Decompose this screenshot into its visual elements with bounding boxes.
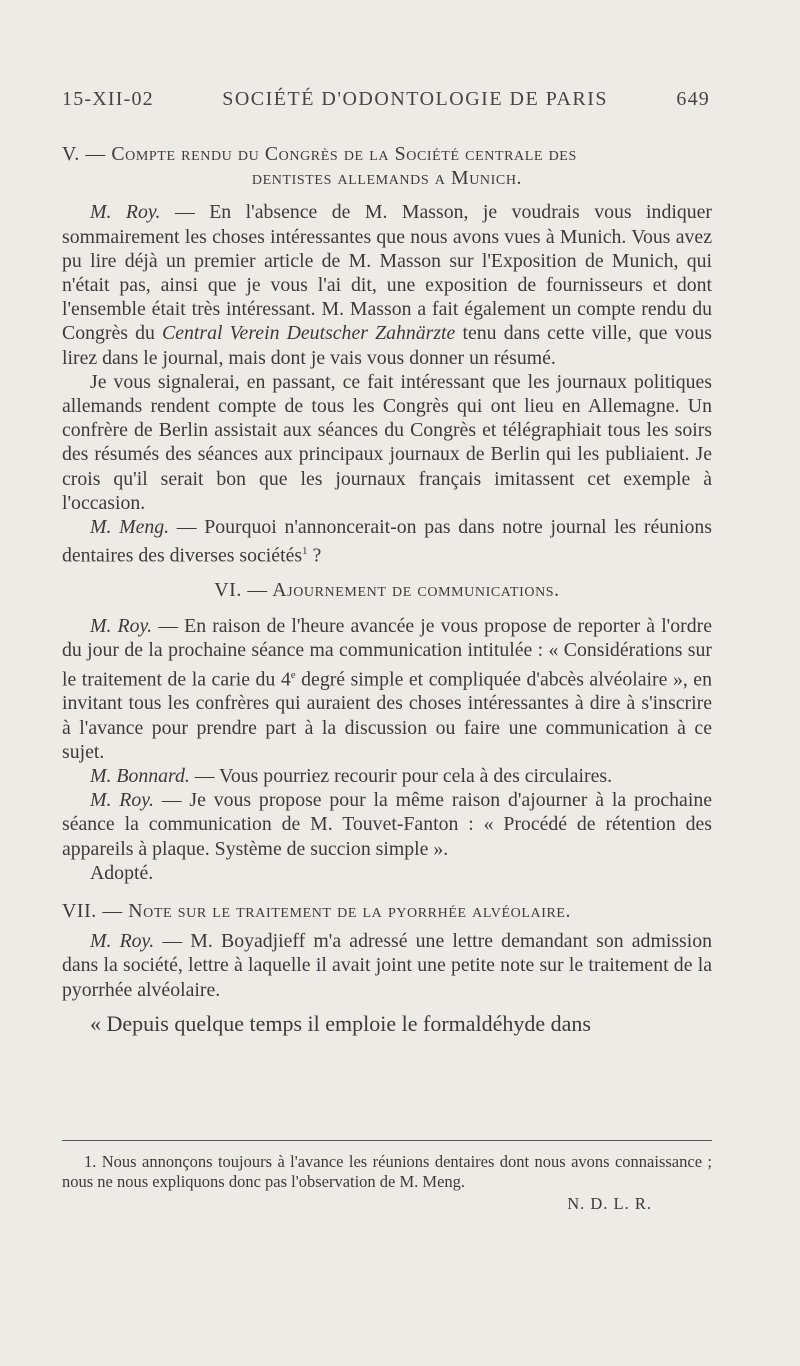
speaker-name: M. Bonnard. xyxy=(90,765,190,788)
section-6-title: VI. — Ajournement de communications. xyxy=(214,579,560,602)
main-text xyxy=(62,142,712,1038)
speaker-name: M. Roy. xyxy=(90,930,155,953)
paragraph-roy-ajournement xyxy=(62,614,712,764)
section-5-title xyxy=(62,142,712,190)
paragraph-journaux xyxy=(62,370,712,515)
paragraph-roy-touvet xyxy=(62,788,712,861)
section-7-title: VII. — Note sur le traitement de la pyorrhée alvéolaire. xyxy=(62,900,572,923)
section-5-title-line1: V. — Compte rendu du Congrès de la Société centrale des xyxy=(62,143,577,165)
speaker-name: M. Roy. xyxy=(90,201,161,224)
paragraph-quote-start: « Depuis quelque temps il emploie le formaldéhyde dans xyxy=(90,1010,591,1036)
footnote-signature: N. D. L. R. xyxy=(567,1194,652,1213)
footnote-divider xyxy=(62,1140,712,1141)
paragraph-end: ? xyxy=(307,544,322,567)
footnote xyxy=(62,1152,712,1214)
section-5-title-line2: dentistes allemands a Munich. xyxy=(251,167,523,190)
paragraph-roy-munich xyxy=(62,200,712,369)
paragraph-text: tenu dans cette ville, que vous lirez dans le journal, mais dont je vais vous donner un résumé. xyxy=(62,322,712,369)
header-date: 15-XII-02 xyxy=(62,88,154,110)
running-header xyxy=(62,88,710,111)
footnote-text: 1. Nous annonçons toujours à l'avance les réunions dentaires dont nous avons connaissance ; nous ne nous expliquons donc pas l'observation de M. Meng. xyxy=(62,1152,712,1191)
speaker-name: M. Roy. xyxy=(90,789,154,812)
superscript: e xyxy=(290,668,296,681)
italic-society-name: Central Verein Deutscher Zahnärzte xyxy=(162,322,456,345)
header-journal-title: SOCIÉTÉ D'ODONTOLOGIE DE PARIS xyxy=(222,88,609,110)
footnote-ref: 1 xyxy=(302,545,308,558)
page-number: 649 xyxy=(676,88,710,110)
paragraph-text: Je vous signalerai, en passant, ce fait intéressant que les journaux politiques allemands rendent compte de tous les Congrès qui ont lieu en Allemagne. Un confrère de Berlin assistait aux séances du Congrès et télégraphiait tous les soirs des résumés des séances aux principaux journaux de Berlin qui les publiaient. Je crois qu'il serait bon que les journaux français imitassent cet exemple à l'occasion. xyxy=(62,370,712,514)
paragraph-text: — En raison de l'heure avancée je vous propose de reporter à l'ordre du jour de la prochaine séance ma communication intitulée : « Considérations sur le traitement de la carie du 4 xyxy=(62,615,712,691)
paragraph-text: — M. Boyadjieff m'a adressé une lettre demandant son admission dans la société, lettre à laquelle il avait joint une petite note sur le traitement de la pyorrhée alvéolaire. xyxy=(62,930,712,1001)
paragraph-roy-boyadjieff xyxy=(62,929,712,1002)
paragraph-text: — Je vous propose pour la même raison d'ajourner à la prochaine séance la communication de M. Touvet-Fanton : « Procédé de rétention des appareils à plaque. Système de succion simple ». xyxy=(62,789,712,860)
paragraph-text: — Pourquoi n'annoncerait-on pas dans notre journal les réunions dentaires des diverses sociétés xyxy=(62,516,713,567)
speaker-name: M. Meng. xyxy=(90,516,170,539)
paragraph-bonnard xyxy=(62,764,712,788)
paragraph-text: degré simple et compliquée d'abcès alvéolaire », en invitant tous les confrères qui auraient des choses intéressantes à dire à s'inscrire à l'avance pour prendre part à la discussion ou faire une communication à ce sujet. xyxy=(62,668,712,763)
paragraph-meng xyxy=(62,515,712,568)
speaker-name: M. Roy. xyxy=(90,615,153,638)
paragraph-text: — Vous pourriez recourir pour cela à des circulaires. xyxy=(189,765,613,788)
paragraph-text: — En l'absence de M. Masson, je voudrais vous indiquer sommairement les choses intéressantes que nous avons vues à Munich. Vous avez pu lire déjà un premier article de M. Masson sur l'Exposition de Munich, qui n'était pas, ainsi que je vous l'ai dit, une exposition de fournisseurs et dont l'ensemble était très intéressant. M. Masson a fait également un compte rendu du Congrès du xyxy=(62,201,712,345)
paragraph-adopte: Adopté. xyxy=(90,861,154,884)
